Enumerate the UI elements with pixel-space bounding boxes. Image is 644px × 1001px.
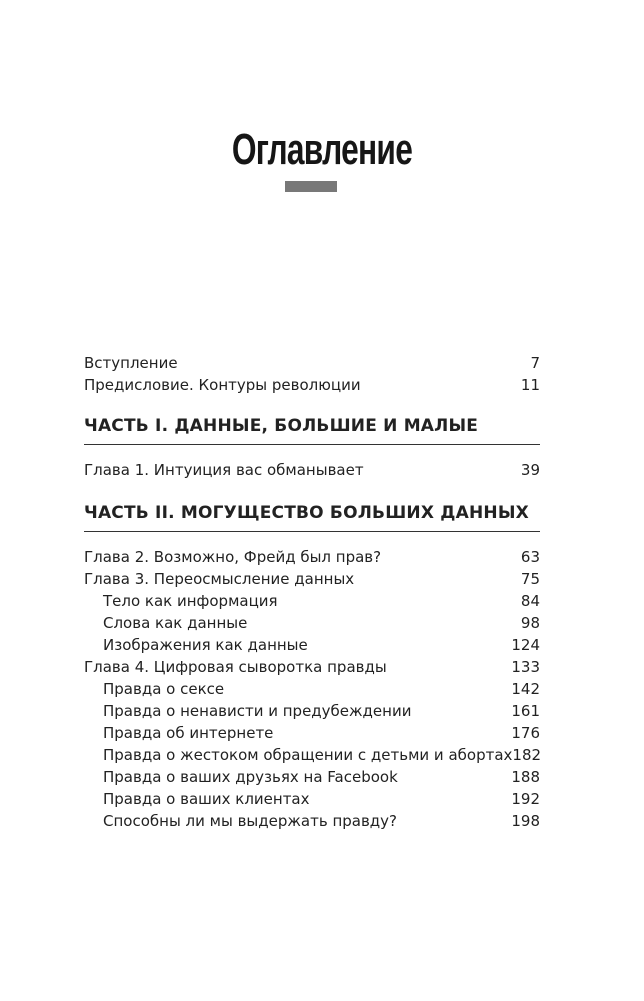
toc-entry-intro[interactable] [84,352,540,374]
toc-entry-chapter-4[interactable] [84,656,540,678]
toc-entry-section[interactable] [84,700,540,722]
toc-entry-title: Изображения как данные [103,636,308,654]
toc-entry-title: Глава 4. Цифровая сыворотка правды [84,658,387,676]
toc-entry-page: 142 [511,680,540,698]
toc-entry-page: 188 [511,768,540,786]
toc-entry-title: Предисловие. Контуры революции [84,376,361,394]
toc-entry-section[interactable] [84,722,540,744]
toc-entry-title: Правда о ненависти и предубеждении [103,702,412,720]
toc-entry-page: 161 [511,702,540,720]
toc-entry-page: 39 [520,461,540,479]
toc-entry-title: Глава 2. Возможно, Фрейд был прав? [84,548,382,566]
toc-entry-title: Глава 1. Интуиция вас обманывает [84,461,364,479]
toc-entry-page: 7 [530,354,540,372]
toc-entry-section[interactable] [84,766,540,788]
toc-entry-page: 124 [511,636,540,654]
toc-entry-title: Глава 3. Переосмысление данных [84,570,355,588]
part-1-title: ЧАСТЬ I. ДАННЫЕ, БОЛЬШИЕ И МАЛЫЕ [84,416,540,445]
toc-entry-chapter-2[interactable] [84,546,540,568]
toc-entry-section[interactable] [84,612,540,634]
toc-entry-title: Правда о сексе [103,680,225,698]
toc-entry-page: 182 [512,746,542,764]
toc-entry-section[interactable] [84,788,540,810]
part-2-header [84,503,540,532]
table-of-contents [84,352,540,832]
part-1-header [84,416,540,445]
toc-entry-section[interactable] [84,634,540,656]
toc-entry-page: 192 [511,790,540,808]
toc-entry-section[interactable] [84,810,540,832]
toc-entry-page: 84 [520,592,540,610]
toc-entry-page: 75 [520,570,540,588]
page-title: Оглавление [231,125,413,174]
toc-entry-page: 11 [520,376,540,394]
toc-entry-title: Правда о ваших друзьях на Facebook [103,768,398,786]
toc-entry-title: Правда об интернете [103,724,274,742]
title-underline-bar [285,181,337,192]
toc-entry-title: Слова как данные [103,614,248,632]
toc-entry-page: 133 [511,658,540,676]
toc-entry-chapter-3[interactable] [84,568,540,590]
toc-entry-page: 98 [520,614,540,632]
toc-entry-title: Способны ли мы выдержать правду? [103,812,398,830]
toc-entry-page: 176 [511,724,540,742]
toc-entry-title: Тело как информация [103,592,278,610]
toc-entry-preface[interactable] [84,374,540,396]
part-2-title: ЧАСТЬ II. МОГУЩЕСТВО БОЛЬШИХ ДАННЫХ [84,503,540,532]
toc-entry-page: 198 [511,812,540,830]
toc-entry-title: Вступление [84,354,178,372]
toc-entry-section[interactable] [84,744,540,766]
toc-entry-title: Правда о жестоком обращении с детьми и абортах [103,746,513,764]
toc-entry-section[interactable] [84,678,540,700]
toc-entry-chapter-1[interactable] [84,459,540,481]
toc-entry-title: Правда о ваших клиентах [103,790,310,808]
toc-entry-section[interactable] [84,590,540,612]
toc-entry-page: 63 [520,548,540,566]
